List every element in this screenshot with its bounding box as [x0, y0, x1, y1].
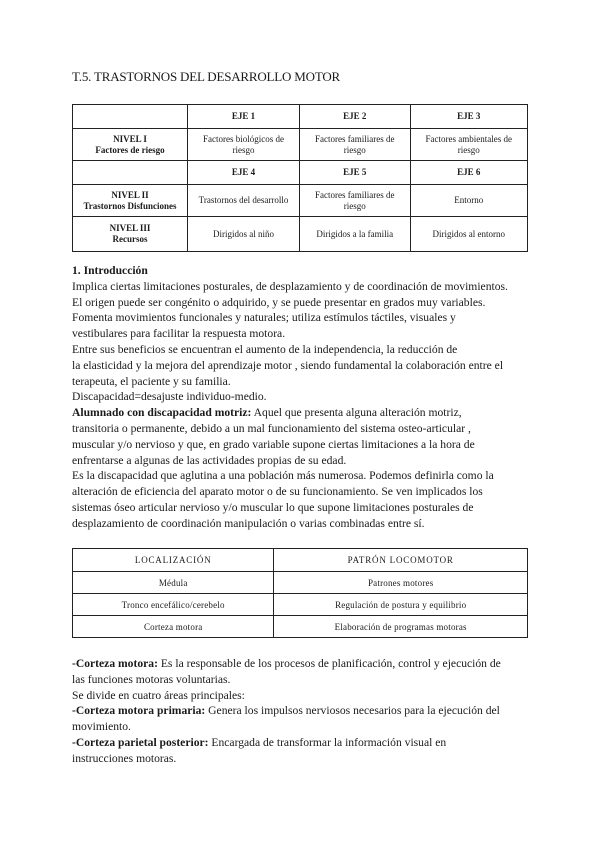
- text-line: instrucciones motoras.: [72, 751, 177, 765]
- eje-header: EJE 2: [300, 105, 410, 129]
- text-span: Es la responsable de los procesos de planificación, control y ejecución de: [157, 657, 501, 670]
- nivel-label-line1: NIVEL I: [113, 133, 147, 144]
- localizacion-table: [72, 548, 528, 638]
- table-cell: Factores biológicos de riesgo: [188, 129, 300, 161]
- text-line: Fomenta movimientos funcionales y naturales; utiliza estímulos táctiles, visuales y: [72, 311, 456, 325]
- table-header-row: [73, 549, 528, 572]
- table-cell: Dirigidos al niño: [188, 217, 300, 252]
- empty-cell: [73, 105, 188, 129]
- nivel-label-line1: NIVEL II: [111, 189, 149, 200]
- table-cell: Tronco encefálico/cerebelo: [73, 594, 274, 616]
- table-cell: Entorno: [410, 185, 528, 217]
- text-line: desplazamiento de coordinación manipulación o varias combinadas entre sí.: [72, 516, 425, 530]
- table-row: [73, 616, 528, 638]
- table-cell: Médula: [73, 572, 274, 594]
- table-cell: Dirigidos al entorno: [410, 217, 528, 252]
- bold-term: Alumnado con discapacidad motriz:: [72, 406, 252, 420]
- table-row: [73, 185, 528, 217]
- table-cell: Patrones motores: [274, 572, 528, 594]
- column-header: LOCALIZACIÓN: [73, 549, 274, 572]
- eje-header: EJE 3: [410, 105, 528, 129]
- intro-section: [72, 263, 532, 532]
- table-cell: Factores familiares de riesgo: [300, 185, 410, 217]
- text-line: [72, 405, 532, 421]
- text-line: vestibulares para facilitar la respuesta motora.: [72, 327, 286, 341]
- table-cell: Elaboración de programas motoras: [274, 616, 528, 638]
- table-cell: Dirigidos a la familia: [300, 217, 410, 252]
- text-line: [72, 735, 532, 751]
- column-header: PATRÓN LOCOMOTOR: [274, 549, 528, 572]
- text-span: Genera los impulsos nerviosos necesarios para la ejecución del: [205, 704, 500, 718]
- text-line: enfrentarse a algunas de las actividades propias de su edad.: [72, 453, 347, 467]
- eje-header: EJE 1: [188, 105, 300, 129]
- table-cell: Factores ambientales de riesgo: [410, 129, 528, 161]
- table-row: [73, 105, 528, 129]
- table-cell: Corteza motora: [73, 616, 274, 638]
- text-line: la elasticidad y la mejora del aprendizaje motor , siendo fundamental la colaboración entre el: [72, 358, 504, 372]
- eje-header: EJE 6: [410, 161, 528, 185]
- nivel-label: [73, 129, 188, 161]
- nivel-label-line1: NIVEL III: [109, 223, 151, 233]
- empty-cell: [73, 161, 188, 185]
- table-row: [73, 161, 528, 185]
- text-line: terapeuta, el paciente y su familia.: [72, 374, 231, 388]
- text-line: [72, 656, 532, 672]
- bold-term: -Corteza motora primaria:: [72, 704, 206, 718]
- text-line: Entre sus beneficios se encuentran el aumento de la independencia, la reducción de: [72, 342, 458, 356]
- text-line: transitoria o permanente, debido a un mal funcionamiento del sistema osteo-articular ,: [72, 421, 471, 435]
- table-row: [73, 594, 528, 616]
- bold-term: -Corteza motora:: [72, 657, 158, 670]
- table-cell: Trastornos del desarrollo: [188, 185, 300, 217]
- nivel-label-line2: Factores de riesgo: [95, 144, 165, 155]
- text-line: El origen puede ser congénito o adquirido, y se puede presentar en grados muy variables.: [72, 295, 486, 309]
- table-row: [73, 217, 528, 252]
- table-row: [73, 129, 528, 161]
- text-line: las funciones motoras voluntarias.: [72, 672, 231, 686]
- text-line: alteración de eficiencia del aparato motor o de su funcionamiento. Se ven implicados los: [72, 485, 483, 499]
- nivel-label-line2: Recursos: [112, 234, 148, 244]
- page-title: T.5. TRASTORNOS DEL DESARROLLO MOTOR: [72, 69, 340, 84]
- nivel-label: [73, 217, 188, 252]
- text-line: muscular y/o nervioso y que, en grado variable supone ciertas limitaciones a la hora de: [72, 437, 475, 451]
- text-line: Discapacidad=desajuste individuo-medio.: [72, 390, 267, 404]
- table-row: [73, 572, 528, 594]
- ejes-table: [72, 104, 528, 252]
- text-line: Es la discapacidad que aglutina a una población más numerosa. Podemos definirla como la: [72, 469, 494, 483]
- eje-header: EJE 5: [300, 161, 410, 185]
- table-cell: Factores familiares de riesgo: [300, 129, 410, 161]
- text-span: Aquel que presenta alguna alteración motriz,: [251, 406, 462, 420]
- nivel-label-line2: Trastornos Disfunciones: [83, 200, 177, 211]
- section-heading: 1. Introducción: [72, 264, 148, 277]
- nivel-label: [73, 185, 188, 217]
- text-span: Encargada de transformar la información visual en: [208, 735, 447, 749]
- bold-term: -Corteza parietal posterior:: [72, 735, 209, 749]
- text-line: [72, 703, 532, 719]
- eje-header: EJE 4: [188, 161, 300, 185]
- text-line: Implica ciertas limitaciones posturales, de desplazamiento y de coordinación de movimientos.: [72, 279, 508, 293]
- text-line: Se divide en cuatro áreas principales:: [72, 688, 245, 702]
- text-line: movimiento.: [72, 720, 131, 734]
- corteza-section: [72, 656, 532, 767]
- table-cell: Regulación de postura y equilibrio: [274, 594, 528, 616]
- text-line: sistemas óseo articular nervioso y/o muscular lo que supone limitaciones posturales de: [72, 500, 474, 514]
